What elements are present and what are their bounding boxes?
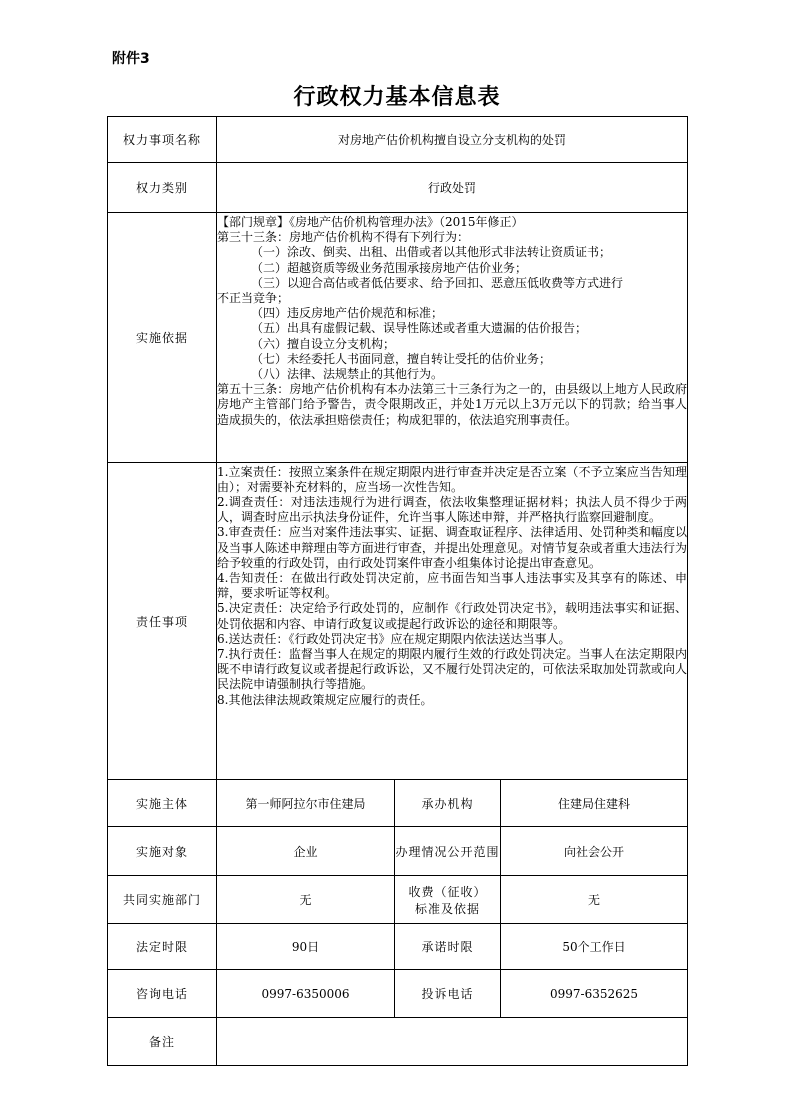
basis-line: （四）违反房地产估价规范和标准； (251, 306, 444, 321)
basis-label: 实施依据 (108, 213, 217, 463)
basis-line: （八）法律、法规禁止的其他行为。 (251, 367, 444, 382)
row-power-category (108, 163, 688, 213)
basis-line: （七）未经委托人书面同意，擅自转让受托的估价业务； (251, 351, 552, 366)
row-grid (108, 827, 688, 876)
grid-value: 0997-6352625 (501, 970, 688, 1018)
basis-line: 不正当竞争； (217, 291, 290, 306)
basis-line: （六）擅自设立分支机构； (251, 336, 396, 351)
responsibility-line: 8.其他法律法规政策规定应履行的责任。 (217, 692, 433, 707)
row-grid (108, 970, 688, 1018)
power-category-label: 权力类别 (108, 163, 217, 213)
grid-value: 第一师阿拉尔市住建局 (217, 780, 395, 827)
responsibility-line: 6.送达责任：《行政处罚决定书》应在规定期限内依法送达当事人。 (217, 631, 571, 646)
grid-label: 实施主体 (108, 780, 217, 827)
basis-line: （二）超越资质等级业务范围承接房地产估价业务； (251, 260, 528, 275)
responsibility-label: 责任事项 (108, 463, 217, 780)
basis-line: （三）以迎合高估或者低估要求、给予回扣、恶意压低收费等方式进行 (251, 275, 624, 290)
basis-line: 【部门规章】《房地产估价机构管理办法》（2015年修正） (217, 215, 524, 229)
grid-label: 法定时限 (108, 924, 217, 970)
responsibility-line: 4.告知责任：在做出行政处罚决定前，应书面告知当事人违法事实及其享有的陈述、申辩，要求听证等权利。 (217, 570, 688, 601)
grid-value: 90日 (217, 924, 395, 970)
row-remark (108, 1018, 688, 1066)
grid-label: 办理情况公开范围 (395, 827, 501, 876)
power-name-label: 权力事项名称 (108, 117, 217, 163)
grid-label: 收费（征收）标准及依据 (395, 876, 501, 924)
responsibility-content (217, 463, 688, 780)
grid-value: 企业 (217, 827, 395, 876)
grid-label: 咨询电话 (108, 970, 217, 1018)
row-power-name (108, 117, 688, 163)
responsibility-line: 5.决定责任：决定给予行政处罚的，应制作《行政处罚决定书》，载明违法事实和证据、处罚依据和内容、申请行政复议或提起行政诉讼的途径和期限等。 (217, 601, 688, 631)
grid-value: 向社会公开 (501, 827, 688, 876)
grid-label: 实施对象 (108, 827, 217, 876)
basis-content (217, 213, 688, 463)
remark-label: 备注 (108, 1018, 217, 1066)
basis-line: 第五十三条：房地产估价机构有本办法第三十三条行为之一的，由县级以上地方人民政府房地产主管部门给予警告，责令限期改正，并处1万元以上3万元以下的罚款；给当事人造成损失的，依法承担赔偿责任；构成犯罪的，依法追究刑事责任。 (217, 382, 688, 427)
power-name-value: 对房地产估价机构擅自设立分支机构的处罚 (217, 117, 688, 163)
basis-line: （一）涂改、倒卖、出租、出借或者以其他形式非法转让资质证书； (251, 245, 612, 260)
basis-line: （五）出具有虚假记载、误导性陈述或者重大遗漏的估价报告； (251, 321, 588, 336)
grid-value: 住建局住建科 (501, 780, 688, 827)
responsibility-line: 3.审查责任：应当对案件违法事实、证据、调查取证程序、法律适用、处罚种类和幅度以及当事人陈述申辩理由等方面进行审查，并提出处理意见。对情节复杂或者重大违法行为给予较重的行政处罚，由行政处罚案件审查小组集体讨论提出审查意见。 (217, 525, 688, 570)
grid-label: 投诉电话 (395, 970, 501, 1018)
grid-label: 共同实施部门 (108, 876, 217, 924)
grid-value: 50个工作日 (501, 924, 688, 970)
row-grid (108, 924, 688, 970)
power-category-value: 行政处罚 (217, 163, 688, 213)
basis-line: 第三十三条：房地产估价机构不得有下列行为： (217, 230, 470, 245)
grid-value: 无 (217, 876, 395, 924)
responsibility-line: 1.立案责任：按照立案条件在规定期限内进行审查并决定是否立案（不予立案应当告知理由）；对需要补充材料的，应当场一次性告知。 (217, 464, 688, 494)
page-title: 行政权力基本信息表 (293, 84, 501, 110)
row-responsibility (108, 463, 688, 780)
grid-value: 0997-6350006 (217, 970, 395, 1018)
remark-value (217, 1018, 688, 1066)
responsibility-line: 2.调查责任：对违法违规行为进行调查，依法收集整理证据材料；执法人员不得少于两人，调查时应出示执法身份证件，允许当事人陈述申辩，并严格执行监察回避制度。 (217, 494, 688, 525)
row-basis (108, 213, 688, 463)
responsibility-line: 7.执行责任：监督当事人在规定的期限内履行生效的行政处罚决定。当事人在法定期限内既不申请行政复议或者提起行政诉讼，又不履行处罚决定的，可依法采取加处罚款或向人民法院申请强制执行等措施。 (217, 646, 688, 692)
grid-value: 无 (501, 876, 688, 924)
grid-label: 承诺时限 (395, 924, 501, 970)
attachment-label: 附件3 (112, 51, 150, 67)
info-table (107, 116, 688, 1066)
grid-label: 承办机构 (395, 780, 501, 827)
row-grid (108, 876, 688, 924)
row-grid (108, 780, 688, 827)
